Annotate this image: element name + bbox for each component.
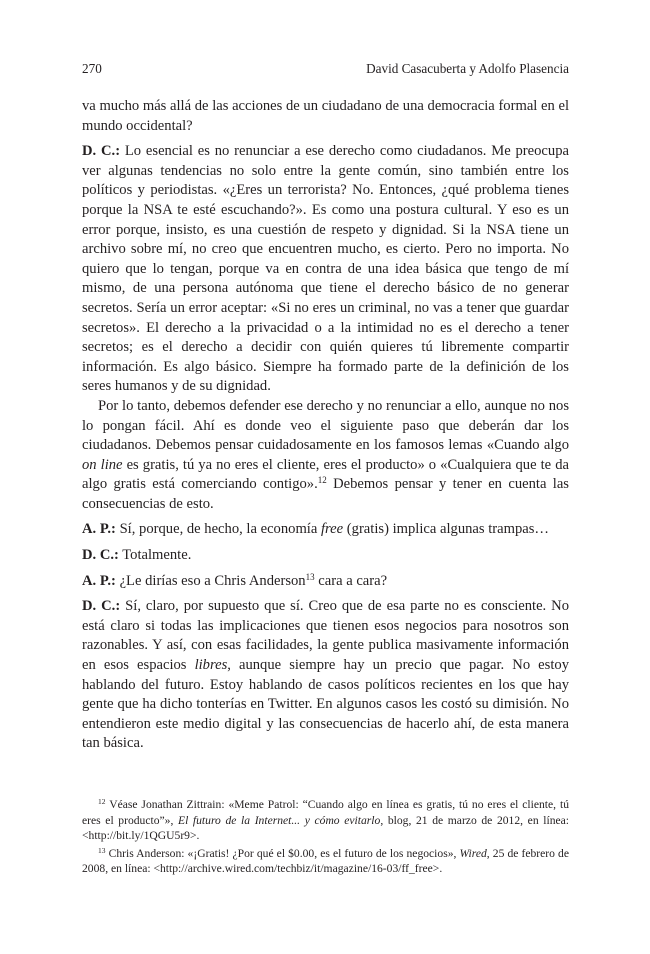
speaker-label: A. P.:	[82, 521, 116, 538]
footnote-12: $^{12}$ Véase Jonathan Zittrain: «Meme Patrol: “Cuando algo en línea es gratis, tú no eres el cliente, tú eres el producto”», El futuro de la Internet... y cómo evitarlo, blog, 21 de marzo de 2012, en línea: <http://bit.ly/1QGU5r9>.	[82, 797, 570, 843]
footnote-number: 13	[98, 845, 106, 855]
paragraph-dc-answer: D. C.: Totalmente.	[82, 547, 192, 564]
paragraph-ap-question: A. P.: ¿Le dirías eso a Chris Anderson$^{13}$ cara a cara?	[82, 571, 388, 589]
footnote-ref-12[interactable]: 12	[317, 475, 327, 486]
footnotes	[82, 797, 569, 877]
italic-term: libres	[194, 657, 228, 674]
speaker-label: D. C.:	[82, 547, 119, 564]
paragraph-question-continuation: va mucho más allá de las acciones de un ciudadano de una democracia formal en el mundo occidental?	[82, 98, 569, 134]
italic-title: El futuro de la Internet... y cómo evitarlo	[177, 813, 381, 827]
speaker-label: A. P.:	[82, 572, 116, 589]
paragraph-dc-answer: D. C.: Sí, claro, por supuesto que sí. Creo que de esa parte no es consciente. No está claro si todas las implicaciones que tienen esos negocios para nosotros son razonables. Y así, con esas facilidades, la gente publica masivamente información en esos espacios libres, aunque siempre hay un precio que pagar. No estoy hablando del futuro. Estoy hablando de casos políticos recientes en los que hay gente que ha dicho tonterías en Twitter. En algunos casos les costó su dimisión. No entendieron este medio digital y las consecuencias de hacerlo ahí, de esta manera tan básica.	[82, 598, 570, 752]
footnote-ref-13[interactable]: 13	[305, 571, 315, 582]
speaker-label: D. C.:	[82, 598, 121, 615]
running-head	[82, 60, 569, 78]
paragraph-ap-question: A. P.: Sí, porque, de hecho, la economía free (gratis) implica algunas trampas…	[82, 521, 550, 538]
footnote-13: $^{13}$ Chris Anderson: «¡Gratis! ¿Por qué el $0.00, es el futuro de los negocios», Wired, 25 de febrero de 2008, en línea: <http://archive.wired.com/techbiz/it/magazine/16-03/ff_free>.	[82, 845, 569, 876]
body-text	[82, 97, 569, 754]
italic-term: free	[320, 521, 344, 538]
italic-title: Wired	[459, 846, 487, 860]
italic-term: on line	[82, 456, 123, 473]
footnote-number: 12	[98, 797, 106, 806]
speaker-label: D. C.:	[82, 143, 121, 160]
page-number: 270	[82, 61, 102, 76]
paragraph-dc-answer: D. C.: Lo esencial es no renunciar a ese derecho como ciudadanos. Me preocupa ver algunas tendencias no solo entre la gente común, sino también entre los políticos y periodistas. «¿Eres un terrorista? No. Entonces, ¿qué problema tienes porque la NSA te esté escuchando?». Es como una postura cultural. Y eso es un error porque, insisto, es una cuestión de respeto y dignidad. Si la NSA tiene un archivo sobre mí, no creo que encuentren mucho, es cierto. Pero no importa. No quiero que lo tengan, porque va en contra de una idea básica que tengo de mí mismo, de una persona autónoma que tiene el derecho básico de no generar secretos. Sería un error aceptar: «Si no eres un criminal, no vas a tener que guardar secretos». El derecho a la privacidad o a la intimidad no es el derecho a tener secretos; es el derecho a decidir con quién quieres tú libremente compartir información. Es algo básico. Siempre ha formado parte de la definición de los seres humanos y de su dignidad.	[82, 143, 569, 395]
header-authors: David Casacuberta y Adolfo Plasencia	[366, 61, 569, 76]
paragraph-continuation: Por lo tanto, debemos defender ese derecho y no renunciar a ello, aunque no nos lo pongan fácil. Ahí es donde veo el siguiente paso que deberán dar los ciudadanos. Debemos pensar cuidadosamente en los famosos lemas «Cuando algo on line es gratis, tú ya no eres el cliente, eres el producto» o «Cualquiera que te da algo gratis está comerciando contigo».$^{12}$ Debemos pensar y tener en cuenta las consecuencias de esto.	[82, 397, 569, 512]
